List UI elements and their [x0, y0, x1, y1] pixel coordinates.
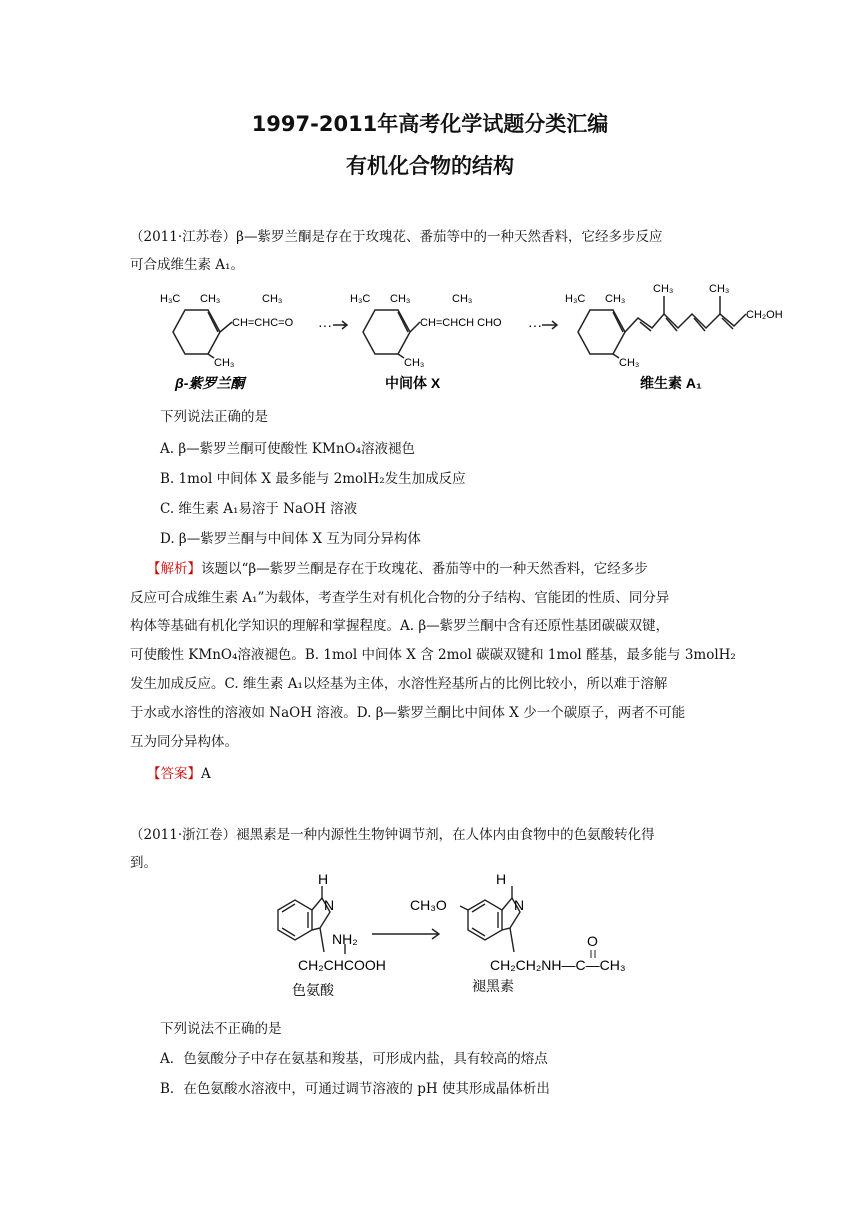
q1-analysis-line1 [147, 557, 648, 577]
q1-stem-line2: 可合成维生素 A₁。 [130, 257, 244, 273]
q1-option-a: A. β—紫罗兰酮可使酸性 KMnO₄溶液褪色 [160, 441, 416, 457]
q1-option-d: D. β—紫罗兰酮与中间体 X 互为同分异构体 [160, 531, 421, 547]
me1-h3c: H₃C [160, 293, 181, 305]
answer-value: A [201, 766, 211, 782]
analysis-text-1: 该题以“β—紫罗兰酮是存在于玫瑰花、番茄等中的一种天然香料，它经多步 [201, 561, 648, 577]
me2-ch3-top: CH₃ [390, 293, 411, 305]
me3-ch3-b: CH₃ [709, 283, 730, 295]
doc-subtitle: 有机化合物的结构 [346, 154, 514, 178]
mel-n: N [514, 897, 525, 913]
me2-chain: CH=CHCH CHO [420, 317, 502, 329]
q1-option-b: B. 1mol 中间体 X 最多能与 2molH₂发生加成反应 [160, 471, 466, 487]
mel-o: O [587, 933, 598, 949]
q1-analysis-line5: 发生加成反应。C. 维生素 A₁以烃基为主体，水溶性羟基所占的比例比较小，所以难于溶解 [130, 676, 668, 692]
trp-chain: CH₂CHCOOH [298, 957, 386, 973]
label-beta-ionone: β-紫罗兰酮 [175, 375, 245, 391]
doc-title: 1997-2011年高考化学试题分类汇编 [251, 112, 609, 136]
q1-analysis-line2: 反应可合成维生素 A₁”为载体，考查学生对有机化合物的分子结构、官能团的性质、同分异 [130, 590, 670, 606]
me2-ch3-bottom: CH₃ [404, 357, 425, 369]
me1-chain: CH=CHC=O [232, 317, 294, 329]
mel-chain: CH₂CH₂NH—C—CH₃ [490, 957, 626, 973]
me1-ch3-bottom: CH₃ [214, 357, 235, 369]
me2-h3c: H₃C [350, 293, 371, 305]
trp-h: H [318, 872, 329, 887]
me1-ch3-top: CH₃ [200, 293, 221, 305]
q1-analysis-line3: 构体等基础有机化学知识的理解和掌握程度。A. β—紫罗兰酮中含有还原性基团碳碳双键， [130, 618, 670, 634]
label-intermediate-x: 中间体 X [385, 375, 441, 391]
dots-1: ··· [318, 317, 332, 333]
me3-ch2oh: CH₂OH [746, 309, 783, 321]
mel-ch3o: CH₃O [410, 897, 447, 913]
q1-answer [147, 762, 211, 782]
q2-option-a: A．色氨酸分子中存在氨基和羧基，可形成内盐，具有较高的熔点 [160, 1051, 548, 1067]
q1-analysis-line4: 可使酸性 KMnO₄溶液褪色。B. 1mol 中间体 X 含 2mol 碳碳双键和 1mol 醛基，最多能与 3molH₂ [130, 647, 736, 663]
q1-stem-line1: （2011·江苏卷）β—紫罗兰酮是存在于玫瑰花、番茄等中的一种天然香料，它经多步反应 [130, 229, 663, 245]
mel-h: H [496, 872, 507, 887]
analysis-tag: 【解析】 [147, 561, 201, 577]
answer-tag: 【答案】 [147, 766, 201, 782]
melatonin-figure [250, 872, 690, 1004]
me3-ch3-a: CH₃ [653, 283, 674, 295]
q1-question: 下列说法正确的是 [160, 409, 268, 425]
me3-h3c: H₃C [565, 293, 586, 305]
label-melatonin: 褪黑素 [472, 978, 514, 994]
label-tryptophan: 色氨酸 [292, 982, 334, 998]
q1-analysis-line6: 于水或水溶性的溶液如 NaOH 溶液。D. β—紫罗兰酮比中间体 X 少一个碳原子，两者不可能 [130, 705, 686, 721]
me1-ch3-side: CH₃ [262, 293, 283, 305]
q2-stem-line2: 到。 [130, 855, 157, 871]
q1-option-c: C. 维生素 A₁易溶于 NaOH 溶液 [160, 501, 358, 517]
trp-nh2: NH₂ [332, 931, 358, 947]
q2-stem-line1: （2011·浙江卷）褪黑素是一种内源性生物钟调节剂，在人体内由食物中的色氨酸转化得 [130, 827, 655, 843]
q1-analysis-line7: 互为同分异构体。 [130, 734, 238, 750]
dots-2: ··· [528, 317, 542, 333]
q2-option-b: B．在色氨酸水溶液中，可通过调节溶液的 pH 使其形成晶体析出 [160, 1081, 550, 1097]
me3-ch3-top: CH₃ [605, 293, 626, 305]
me2-ch3-side: CH₃ [452, 293, 473, 305]
q2-question: 下列说法不正确的是 [160, 1021, 282, 1037]
trp-n: N [324, 897, 335, 913]
vitamin-a-synthesis-figure [150, 280, 790, 395]
label-vitamin-a1: 维生素 A₁ [640, 375, 702, 391]
me3-ch3-bottom: CH₃ [619, 357, 640, 369]
